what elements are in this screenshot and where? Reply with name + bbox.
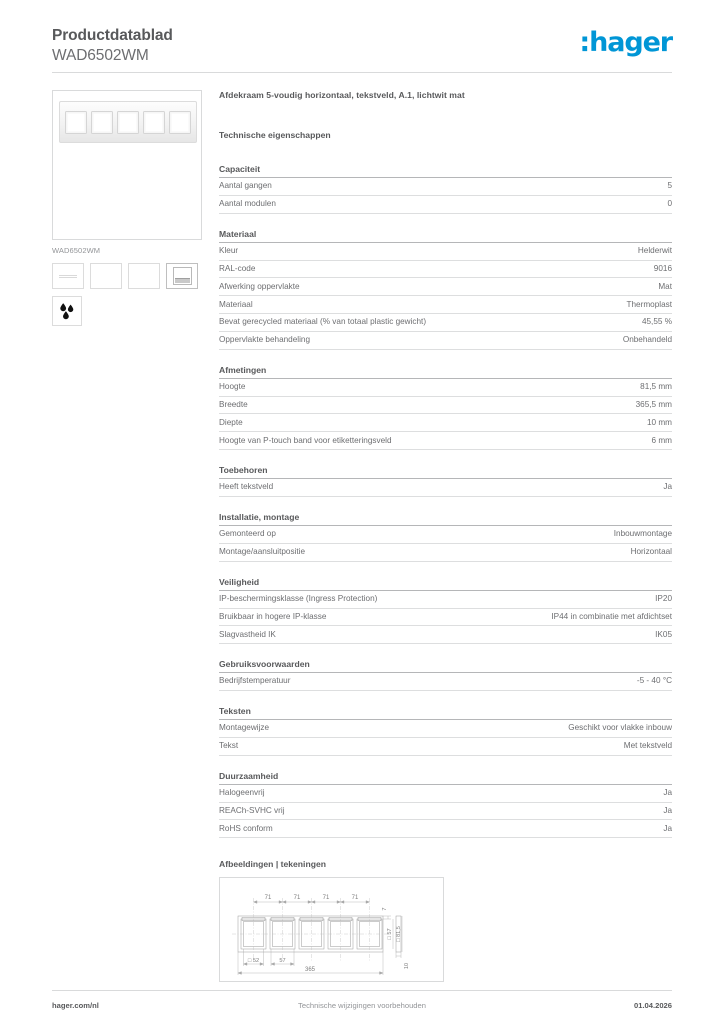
spec-row <box>219 261 672 279</box>
spec-label: Heeft tekstveld <box>219 482 274 492</box>
specifications-column <box>219 90 672 982</box>
spec-row <box>219 296 672 314</box>
spec-label: Halogeenvrij <box>219 788 265 798</box>
page-header <box>52 26 672 66</box>
spec-group-title: Afmetingen <box>219 365 672 379</box>
spec-group-title: Materiaal <box>219 229 672 243</box>
frame-gang <box>143 111 165 134</box>
spec-group-title: Teksten <box>219 706 672 720</box>
spec-row <box>219 178 672 196</box>
dim-total-width: 365 <box>304 967 316 974</box>
spec-row <box>219 397 672 415</box>
spec-label: Hoogte <box>219 382 246 392</box>
spec-row <box>219 414 672 432</box>
spec-group <box>219 706 672 756</box>
spec-row <box>219 314 672 332</box>
spec-group-title: Toebehoren <box>219 465 672 479</box>
spec-label: IP-beschermingsklasse (Ingress Protection) <box>219 593 378 603</box>
spec-group <box>219 771 672 839</box>
spec-label: Gemonteerd op <box>219 529 276 539</box>
spec-label: Tekst <box>219 741 239 751</box>
dim-module-width: 57 <box>279 958 286 965</box>
footer-website[interactable]: hager.com/nl <box>52 1001 99 1010</box>
footer-disclaimer: Technische wijzigingen voorbehouden <box>298 1001 426 1010</box>
page-title: Productdatablad <box>52 27 173 44</box>
product-image-column <box>52 90 202 326</box>
frame-gang <box>169 111 191 134</box>
spec-row <box>219 720 672 738</box>
cover-frame-5gang-illustration <box>59 101 197 143</box>
dim-pitch-2: 71 <box>293 895 301 902</box>
dim-opening-width: □ 52 <box>247 958 260 965</box>
spec-row <box>219 591 672 609</box>
spec-value: Thermoplast <box>626 299 672 309</box>
spec-value: 9016 <box>653 263 672 273</box>
spec-label: Hoogte van P-touch band voor etiketteringsveld <box>219 435 392 445</box>
water-droplets-badge <box>52 296 82 326</box>
spec-label: Montage/aansluitpositie <box>219 547 306 557</box>
spec-row <box>219 379 672 397</box>
page-footer <box>52 1001 672 1010</box>
spec-row <box>219 243 672 261</box>
spec-label: Bruikbaar in hogere IP-klasse <box>219 611 327 621</box>
spec-value: Ja <box>663 788 672 798</box>
spec-group-title: Veiligheid <box>219 577 672 591</box>
spec-groups-container <box>219 164 672 838</box>
spec-value: 5 <box>667 181 672 191</box>
header-divider <box>52 72 672 73</box>
drawings-heading: Afbeeldingen | tekeningen <box>219 859 326 870</box>
product-image-caption: WAD6502WM <box>52 246 101 255</box>
dim-total-height: □ 81,5 <box>396 926 402 943</box>
spec-label: REACh-SVHC vrij <box>219 805 285 815</box>
dim-pitch-1: 71 <box>264 895 272 902</box>
spec-label: Materiaal <box>219 299 253 309</box>
spec-value: IK05 <box>655 629 672 639</box>
spec-group-title: Installatie, montage <box>219 512 672 526</box>
spec-value: Ja <box>663 823 672 833</box>
thumbnail-blank-1[interactable] <box>90 263 122 289</box>
spec-value: -5 - 40 °C <box>636 676 672 686</box>
product-description: Afdekraam 5-voudig horizontaal, tekstveld, A.1, lichtwit mat <box>219 90 465 100</box>
spec-group <box>219 229 672 350</box>
thumbnail-lines[interactable] <box>52 263 84 289</box>
spec-row <box>219 432 672 450</box>
spec-row <box>219 820 672 838</box>
spec-row <box>219 278 672 296</box>
frame-gang <box>117 111 139 134</box>
lines-icon <box>59 275 77 278</box>
spec-label: Kleur <box>219 245 239 255</box>
hager-logo-text: :hager <box>579 27 672 58</box>
spec-group <box>219 659 672 691</box>
spec-value: Helderwit <box>637 245 672 255</box>
spec-label: Oppervlakte behandeling <box>219 335 311 345</box>
spec-label: Diepte <box>219 417 243 427</box>
spec-label: RoHS conform <box>219 823 273 833</box>
spec-value: Horizontaal <box>630 547 672 557</box>
footer-divider <box>52 990 672 991</box>
technical-drawing[interactable] <box>219 877 444 982</box>
spec-value: IP44 in combinatie met afdichtset <box>551 611 672 621</box>
dim-opening-height: □ 57 <box>387 928 393 940</box>
spec-group <box>219 577 672 645</box>
spec-label: Afwerking oppervlakte <box>219 281 300 291</box>
spec-value: Ja <box>663 482 672 492</box>
spec-group-title: Duurzaamheid <box>219 771 672 785</box>
title-block <box>52 26 173 66</box>
technical-properties-heading: Technische eigenschappen <box>219 130 331 140</box>
thumbnail-blank-2[interactable] <box>128 263 160 289</box>
dim-top-gap: 7 <box>382 907 388 911</box>
spec-group <box>219 164 672 214</box>
spec-row <box>219 626 672 644</box>
product-reference: WAD6502WM <box>52 46 149 64</box>
spec-label: RAL-code <box>219 263 256 273</box>
spec-row <box>219 526 672 544</box>
spec-row <box>219 803 672 821</box>
spec-label: Aantal gangen <box>219 181 272 191</box>
spec-value: Geschikt voor vlakke inbouw <box>568 723 672 733</box>
drawings-section <box>219 859 672 982</box>
spec-value: Ja <box>663 805 672 815</box>
spec-label: Bevat gerecycled materiaal (% van totaal plastic gewicht) <box>219 317 427 327</box>
spec-row <box>219 609 672 627</box>
frame-gang <box>65 111 87 134</box>
spec-label: Slagvastheid IK <box>219 629 276 639</box>
spec-row <box>219 738 672 756</box>
spec-label: Bedrijfstemperatuur <box>219 676 291 686</box>
spec-group-title: Capaciteit <box>219 164 672 178</box>
spec-group <box>219 365 672 450</box>
spec-value: 10 mm <box>646 417 672 427</box>
frame-textfield-icon <box>173 267 192 285</box>
water-droplets-icon <box>57 301 77 321</box>
dim-pitch-3: 71 <box>322 895 330 902</box>
spec-value: 365,5 mm <box>635 399 672 409</box>
spec-label: Aantal modulen <box>219 199 276 209</box>
spec-row <box>219 544 672 562</box>
product-main-image[interactable] <box>52 90 202 240</box>
dim-pitch-4: 71 <box>351 895 359 902</box>
spec-row <box>219 673 672 691</box>
spec-value: 81,5 mm <box>640 382 672 392</box>
spec-value: Inbouwmontage <box>613 529 672 539</box>
spec-row <box>219 479 672 497</box>
spec-value: 45,55 % <box>641 317 672 327</box>
dim-depth: 10 <box>404 963 410 970</box>
badge-row <box>52 296 202 326</box>
spec-value: 6 mm <box>651 435 672 445</box>
spec-value: 0 <box>667 199 672 209</box>
spec-label: Breedte <box>219 399 248 409</box>
spec-group-title: Gebruiksvoorwaarden <box>219 659 672 673</box>
hager-logo <box>579 29 672 56</box>
spec-row <box>219 332 672 350</box>
frame-gang <box>91 111 113 134</box>
spec-group <box>219 512 672 562</box>
spec-label: Montagewijze <box>219 723 270 733</box>
spec-group <box>219 465 672 497</box>
thumbnail-frame-textfield[interactable] <box>166 263 198 289</box>
spec-value: Mat <box>658 281 672 291</box>
spec-row <box>219 785 672 803</box>
spec-value: IP20 <box>655 593 672 603</box>
spec-value: Met tekstveld <box>623 741 672 751</box>
spec-row <box>219 196 672 214</box>
thumbnail-strip <box>52 263 202 289</box>
technical-drawing-svg <box>220 878 444 982</box>
spec-value: Onbehandeld <box>622 335 672 345</box>
footer-date: 01.04.2026 <box>634 1001 673 1010</box>
